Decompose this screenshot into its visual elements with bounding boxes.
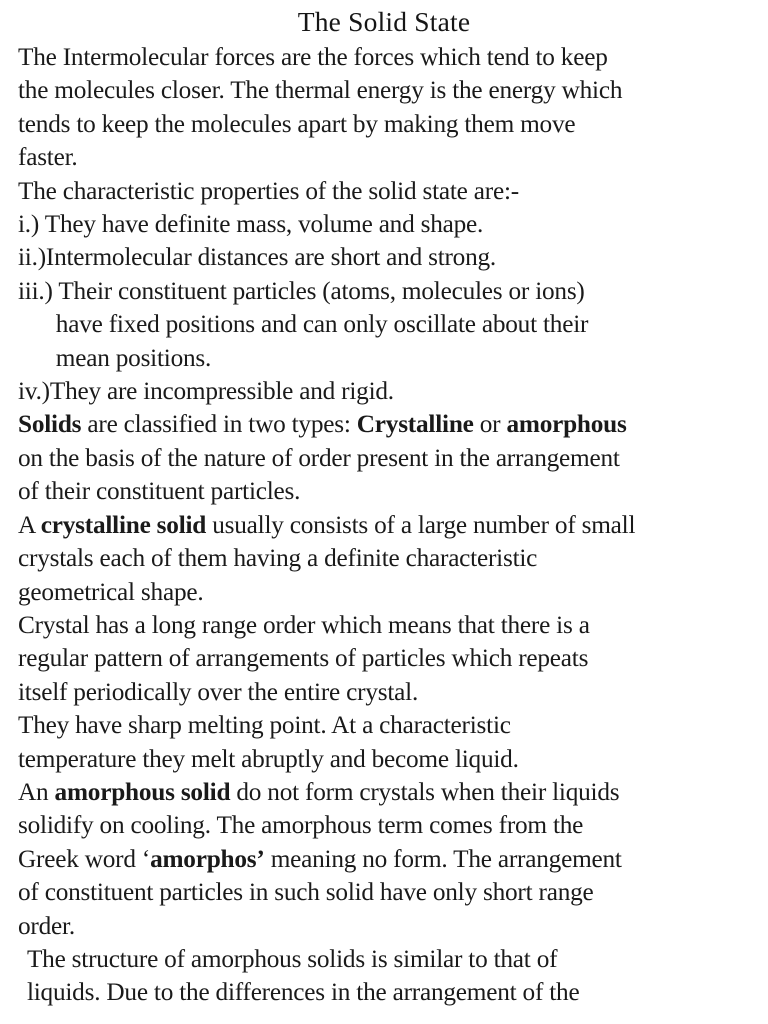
document-line: Crystal has a long range order which means that there is a bbox=[18, 610, 590, 639]
emphasis-term: amorphous bbox=[506, 410, 627, 439]
document-line: iii.) Their constituent particles (atoms, molecules or ions) bbox=[18, 276, 585, 305]
document-line: crystals each of them having a definite characteristic bbox=[18, 544, 538, 573]
emphasis-term: Solids bbox=[18, 410, 82, 439]
document-line: temperature they melt abruptly and become liquid. bbox=[18, 744, 519, 773]
document-line: tends to keep the molecules apart by making them move bbox=[18, 109, 576, 138]
document-line bbox=[18, 843, 748, 876]
document-line: iv.)They are incompressible and rigid. bbox=[18, 377, 394, 406]
document-line bbox=[18, 509, 748, 542]
document-line: liquids. Due to the differences in the arrangement of the bbox=[26, 978, 580, 1007]
line-text: or bbox=[473, 410, 507, 439]
line-text: A bbox=[18, 510, 41, 539]
document-line: itself periodically over the entire crystal. bbox=[18, 677, 419, 706]
document-line: The Intermolecular forces are the forces which tend to keep bbox=[18, 43, 608, 71]
line-text: An bbox=[18, 777, 55, 806]
document-line: The characteristic properties of the solid state are:- bbox=[18, 176, 519, 205]
emphasis-term: Crystalline bbox=[356, 410, 474, 439]
document-line: The structure of amorphous solids is similar to that of bbox=[26, 944, 558, 973]
emphasis-term: amorphos’ bbox=[150, 844, 265, 873]
line-text: meaning no form. The arrangement bbox=[264, 844, 622, 873]
document-line: the molecules closer. The thermal energy is the energy which bbox=[18, 76, 623, 105]
document-line: ii.)Intermolecular distances are short and strong. bbox=[18, 243, 497, 272]
line-text: do not form crystals when their liquids bbox=[230, 777, 620, 806]
line-text: Greek word ‘ bbox=[18, 844, 151, 873]
document-line bbox=[18, 776, 748, 809]
document-line: order. bbox=[18, 911, 75, 940]
document-line: of constituent particles in such solid have only short range bbox=[18, 878, 594, 907]
document-line: have fixed positions and can only oscillate about their bbox=[55, 310, 589, 339]
document-body bbox=[0, 41, 768, 1010]
page-title: The Solid State bbox=[297, 6, 471, 37]
document-line: solidify on cooling. The amorphous term comes from the bbox=[18, 811, 584, 840]
document-line: on the basis of the nature of order present in the arrangement bbox=[18, 443, 620, 472]
document-line: faster. bbox=[18, 143, 78, 172]
document-line: regular pattern of arrangements of particles which repeats bbox=[18, 644, 589, 673]
document-line: mean positions. bbox=[55, 343, 212, 372]
document-line: i.) They have definite mass, volume and shape. bbox=[18, 210, 484, 239]
document-line: of their constituent particles. bbox=[18, 477, 301, 506]
emphasis-term: amorphous solid bbox=[54, 777, 231, 806]
document-line: They have sharp melting point. At a characteristic bbox=[18, 711, 511, 740]
line-text: are classified in two types: bbox=[81, 410, 357, 439]
emphasis-term: crystalline solid bbox=[40, 510, 207, 539]
document-line: geometrical shape. bbox=[18, 577, 204, 606]
line-text: usually consists of a large number of small bbox=[206, 510, 636, 539]
document-line bbox=[18, 408, 748, 441]
